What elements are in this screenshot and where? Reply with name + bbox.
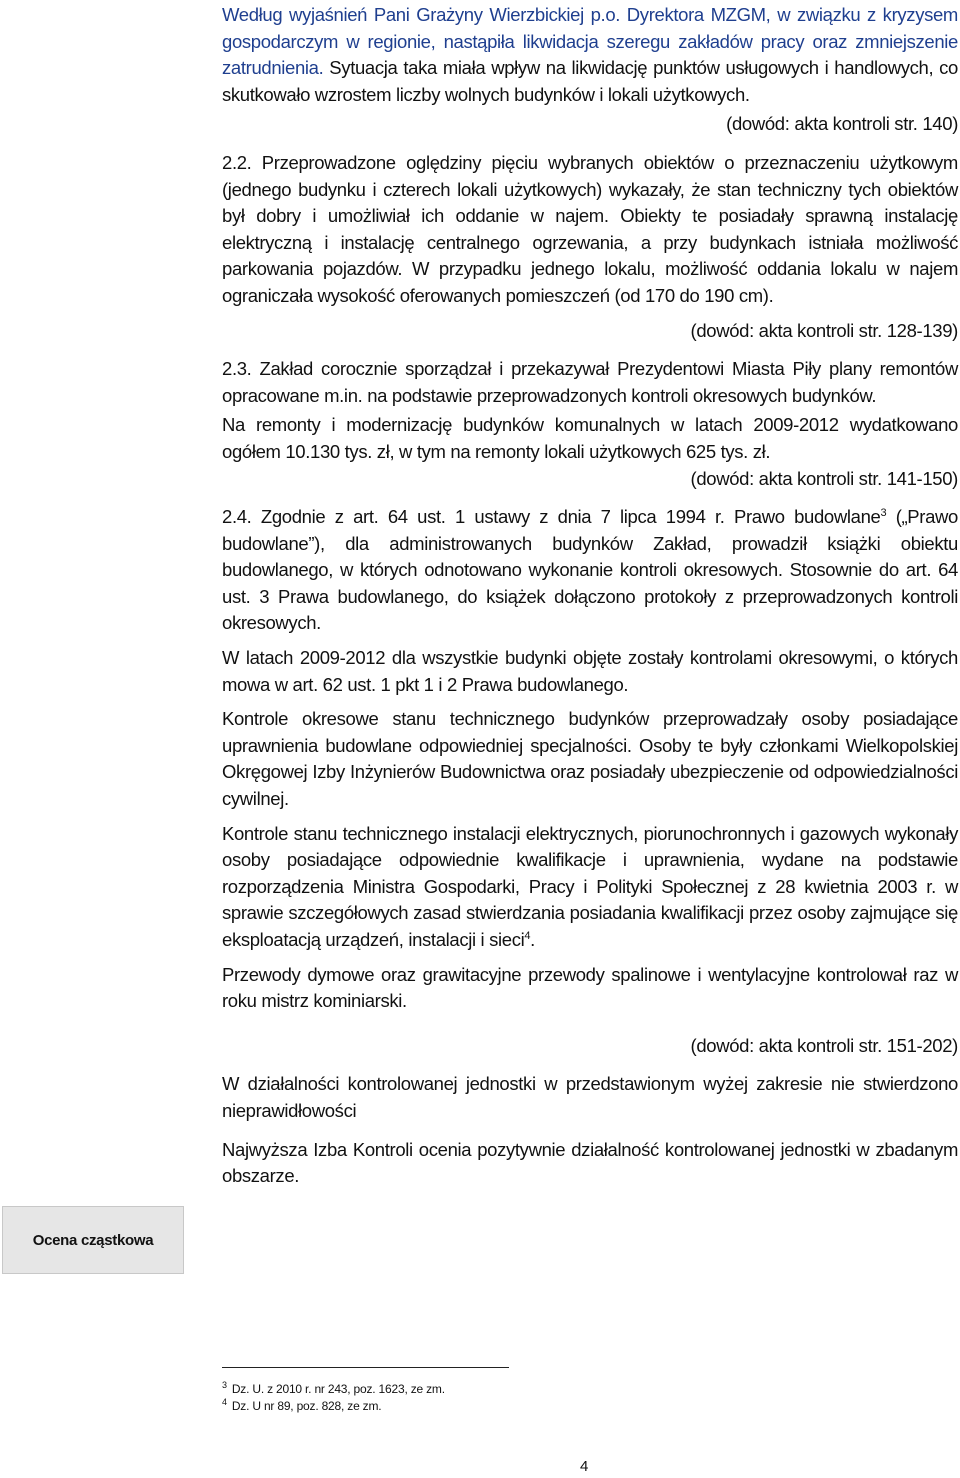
footnote-3 (222, 1381, 445, 1398)
renovation-spending-paragraph: Na remonty i modernizację budynków komunalnych w latach 2009-2012 wydatkowano ogółem 10.130 tys. zł, w tym na remonty lokali użytkowych 625 tys. zł. (222, 414, 958, 462)
partial-assessment-text: Ocena cząstkowa (32, 1231, 154, 1249)
positive-assessment-paragraph: Najwyższa Izba Kontroli ocenia pozytywnie działalność kontrolowanej jednostki w zbadanym obszarze. (222, 1138, 958, 1187)
periodic-inspections-paragraph: Kontrole okresowe stanu technicznego budynków przeprowadzały osoby posiadające uprawnienia budowlane odpowiedniej specjalności. Osoby te były członkami Wielkopolskiej Okręgowej Izby Inżynierów Budownictwa oraz posiadały ubezpieczenie od odpowiedzialności cywilnej. (222, 708, 958, 810)
chimney-paragraph: Przewody dymowe oraz grawitacyjne przewody spalinowe i wentylacyjne kontrolował raz w roku mistrz kominiarski. (222, 963, 958, 1012)
footnote-separator (222, 1367, 509, 1368)
footnotes (222, 1381, 445, 1415)
installations-text: Kontrole stanu technicznego instalacji elektrycznych, piorunochronnych i gazowych wykonały osoby posiadające odpowiednie kwalifikacje i uprawnienia, wydane na podstawie rozporządzenia Ministra Gospodarki, Pracy i Polityki Społecznej z 28 kwietnia 2003 r. w sprawie szczegółowych zasad stwierdzania posiadania kwalifikacji przez osoby zajmujące się eksploatacją urządzeń, instalacji i sieci (222, 822, 958, 950)
installations-end: . (530, 929, 535, 950)
footnote-4 (222, 1398, 445, 1415)
evidence-ref-140: (dowód: akta kontroli str. 140) (726, 113, 958, 135)
section-2-4-text1: 2.4. Zgodnie z art. 64 ust. 1 ustawy z dnia 7 lipca 1994 r. Prawo budowlane (222, 506, 881, 528)
section-2-4-paragraph (222, 504, 958, 637)
document-body (222, 0, 958, 1190)
installations-paragraph (222, 821, 958, 954)
evidence-ref-128-139: (dowód: akta kontroli str. 128-139) (690, 319, 958, 341)
intro-part1: Według wyjaśnień Pani Grażyny Wierzbickiej p.o. Dyrektora MZGM, w związku z kryzysem gospodarczym w regionie, nastąpiła likwidacja szeregu zakładów pracy oraz zmniejszenie zatrudnienia. (222, 4, 958, 79)
footnote-4-text: Dz. U nr 89, poz. 828, ze zm. (231, 1399, 382, 1413)
section-2-2-paragraph: 2.2. Przeprowadzone oględziny pięciu wybranych obiektów o przeznaczeniu użytkowym (jednego budynku i czterech lokali użytkowych) wykazały, że stan techniczny tych obiektów był dobry i umożliwiał ich oddanie w najem. Obiekty te posiadały sprawną instalację elektryczną i instalację centralnego ogrzewania, a przy budynkach istniała możliwość parkowania pojazdów. W przypadku jednego lokalu, możliwość oddania lokalu w najem ograniczała wysokość oferowanych pomieszczeń (od 170 do 190 cm). (222, 151, 958, 306)
evidence-ref-151-202: (dowód: akta kontroli str. 151-202) (690, 1034, 958, 1056)
intro-part2: Sytuacja taka miała wpływ na likwidację punktów usługowych i handlowych, co skutkowało wzrostem liczby wolnych budynków i lokali użytkowych. (222, 57, 958, 105)
footnote-3-text: Dz. U. z 2010 r. nr 243, poz. 1623, ze zm. (231, 1382, 445, 1396)
footnote-ref-3[interactable]: 3 (880, 506, 887, 519)
evidence-ref-141-150: (dowód: akta kontroli str. 141-150) (690, 467, 958, 489)
inspections-years-paragraph: W latach 2009-2012 dla wszystkie budynki objęte zostały kontrolami okresowymi, o których mowa w art. 62 ust. 1 pkt 1 i 2 Prawa budowlanego. (222, 647, 958, 695)
footnote-3-mark: 3 (222, 1380, 227, 1390)
partial-assessment-label (2, 1206, 184, 1274)
footnote-4-mark: 4 (222, 1397, 227, 1407)
page-number: 4 (580, 1458, 589, 1475)
no-irregularities-paragraph: W działalności kontrolowanej jednostki w przedstawionym wyżej zakresie nie stwierdzono nieprawidłowości (222, 1073, 958, 1121)
section-2-3-paragraph: 2.3. Zakład corocznie sporządzał i przekazywał Prezydentowi Miasta Piły plany remontów opracowane m.in. na podstawie przeprowadzonych kontroli okresowych budynków. (222, 358, 958, 406)
section-2-4-text2: („Prawo budowlane”), dla administrowanych budynków Zakład, prowadził książki obiektu budowlanego, w których odnotowano wykonanie kontroli okresowych. Stosownie do art. 64 ust. 3 Prawa budowlanego, do książek dołączono protokoły z przeprowadzonych kontroli okresowych. (222, 506, 958, 634)
intro-paragraph (222, 2, 958, 108)
footnote-ref-4[interactable]: 4 (524, 929, 531, 942)
